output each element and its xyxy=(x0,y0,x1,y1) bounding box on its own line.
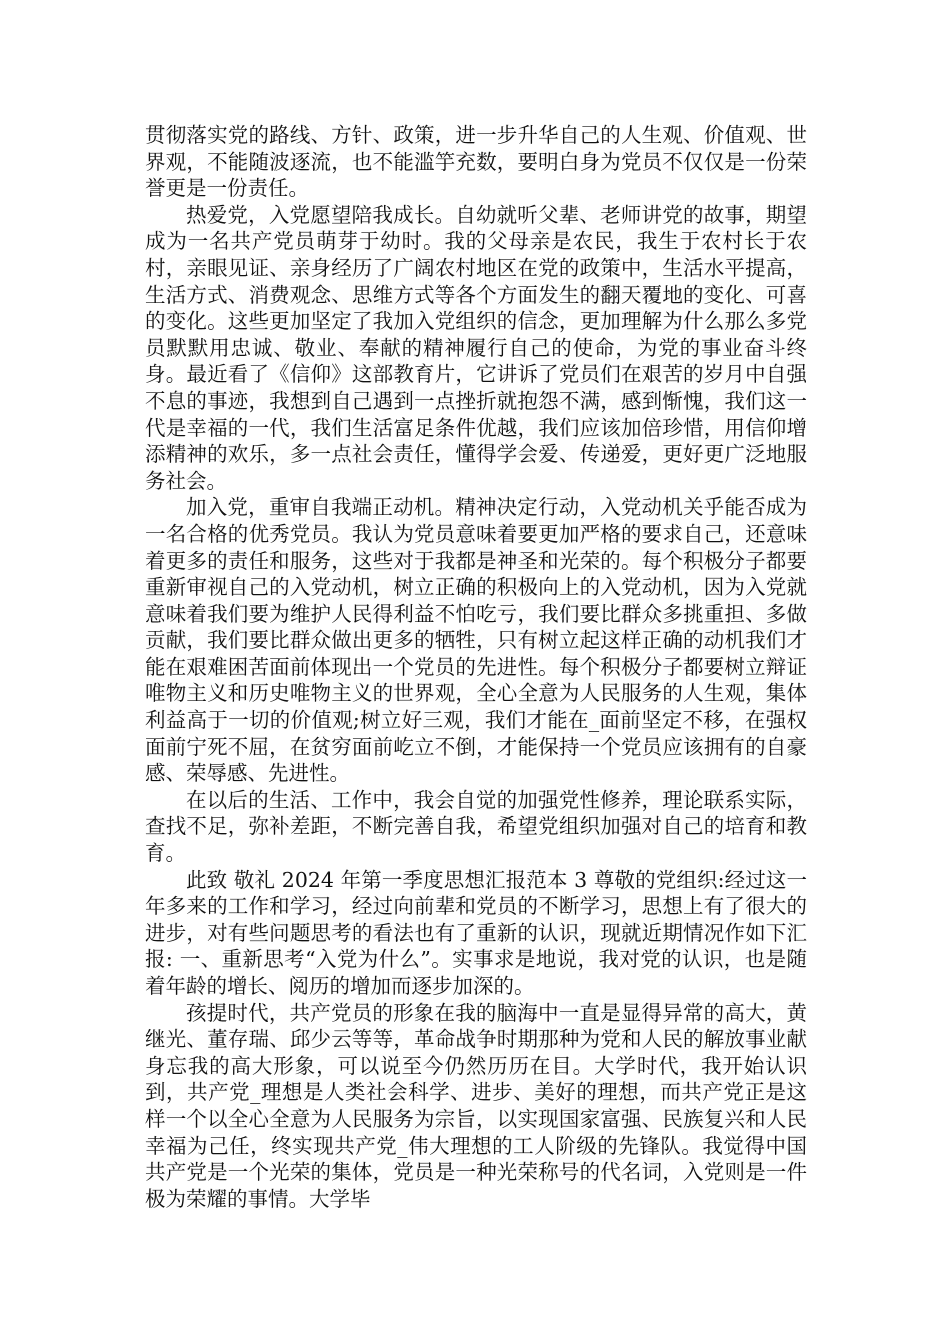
paragraph: 孩提时代，共产党员的形象在我的脑海中一直是显得异常的高大，黄继光、董存瑞、邱少云等等，革命战争时期那种为党和人民的解放事业献身忘我的高大形象，可以说至今仍然历历在目。大学时代，我开始认识到，共产党_理想是人类社会科学、进步、美好的理想，而共产党正是这样一个以全心全意为人民服务为宗旨，以实现国家富强、民族复兴和人民幸福为己任，终实现共产党_伟大理想的工人阶级的先锋队。我觉得中国共产党是一个光荣的集体，党员是一种光荣称号的代名词，入党则是一件极为荣耀的事情。大学毕 xyxy=(145,1000,807,1211)
paragraph: 此致 敬礼 2024 年第一季度思想汇报范本 3 尊敬的党组织:经过这一年多来的工作和学习，经过向前辈和党员的不断学习，思想上有了很大的进步，对有些问题思考的看法也有了重新的认识，现就近期情况作如下汇报: 一、重新思考“入党为什么”。实事求是地说，我对党的认识，也是随着年龄的增长、阅历的增加而逐步加深的。 xyxy=(145,867,807,998)
document-page xyxy=(145,122,807,1212)
paragraph: 加入党，重审自我端正动机。精神决定行动，入党动机关乎能否成为一名合格的优秀党员。我认为党员意味着要更加严格的要求自己，还意味着更多的责任和服务，这些对于我都是神圣和光荣的。每个积极分子都要重新审视自己的入党动机，树立正确的积极向上的入党动机，因为入党就意味着我们要为维护人民得利益不怕吃亏，我们要比群众多挑重担、多做贡献，我们要比群众做出更多的牺牲，只有树立起这样正确的动机我们才能在艰难困苦面前体现出一个党员的先进性。每个积极分子都要树立辩证唯物主义和历史唯物主义的世界观，全心全意为人民服务的人生观，集体利益高于一切的价值观;树立好三观，我们才能在_面前坚定不移，在强权面前宁死不屈，在贫穷面前屹立不倒，才能保持一个党员应该拥有的自豪感、荣辱感、先进性。 xyxy=(145,495,807,786)
paragraph: 在以后的生活、工作中，我会自觉的加强党性修养，理论联系实际，查找不足，弥补差距，不断完善自我，希望党组织加强对自己的培育和教育。 xyxy=(145,787,807,866)
paragraph: 贯彻落实党的路线、方针、政策，进一步升华自己的人生观、价值观、世界观，不能随波逐流，也不能滥竽充数，要明白身为党员不仅仅是一份荣誉更是一份责任。 xyxy=(145,123,807,201)
paragraph: 热爱党，入党愿望陪我成长。自幼就听父辈、老师讲党的故事，期望成为一名共产党员萌芽于幼时。我的父母亲是农民，我生于农村长于农村，亲眼见证、亲身经历了广阔农村地区在党的政策中，生活水平提高，生活方式、消费观念、思维方式等各个方面发生的翻天覆地的变化、可喜的变化。这些更加坚定了我加入党组织的信念，更加理解为什么那么多党员默默用忠诚、敬业、奉献的精神履行自己的使命，为党的事业奋斗终身。最近看了《信仰》这部教育片，它讲诉了党员们在艰苦的岁月中自强不息的事迹，我想到自己遇到一点挫折就抱怨不满，感到惭愧，我们这一代是幸福的一代，我们生活富足条件优越，我们应该加倍珍惜，用信仰增添精神的欢乐，多一点社会责任，懂得学会爱、传递爱，更好更广泛地服务社会。 xyxy=(145,202,807,493)
